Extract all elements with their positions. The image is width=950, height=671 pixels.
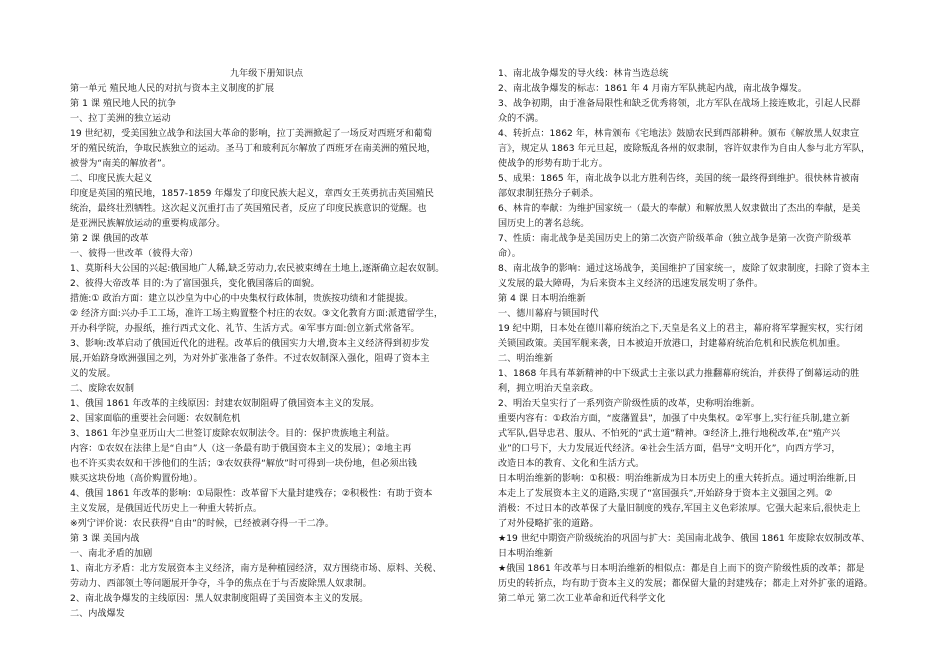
text-line: 日本明治维新	[498, 549, 553, 559]
text-line: 部奴隶制狂热分子刺杀。	[498, 189, 599, 199]
text-line: 消极：不过日本的改革保了大量旧制度的残存,军国主义色彩浓厚。它强大起来后,很快走上	[498, 504, 861, 514]
text-line: 2、南北战争爆发的主线原因：黑人奴隶制度阻碍了美国资本主义的发展。	[70, 594, 369, 604]
text-line: 使战争的形势有助于北方。	[498, 159, 608, 169]
text-line: 第 3 课 美国内战	[70, 534, 140, 544]
text-line: 赎买这块份地（高价购置份地）。	[70, 474, 203, 484]
text-line: 二、明治维新	[498, 354, 553, 364]
text-line: 印度是英国的殖民地，1857-1859 年爆发了印度民族大起义，章西女王英勇抗击英国殖民	[70, 189, 434, 199]
text-line: 一、拉丁美洲的独立运动	[70, 114, 171, 124]
page-title: 九年级下册知识点	[230, 69, 304, 79]
text-line: 1、1868 年具有革新精神的中下级武士主张以武力推翻幕府统治，并获得了倒幕运动的胜	[498, 369, 860, 379]
text-line: 改造日本的教育、文化和生活方式。	[498, 459, 645, 469]
text-line: 1、莫斯科大公国的兴起:俄国地广人稀,缺乏劳动力,农民被束缚在土地上,逐渐确立起农奴制。	[70, 264, 445, 274]
text-line: ★19 世纪中期资产阶级统治的巩固与扩大：美国南北战争、俄国 1861 年废除农奴制改革、	[498, 534, 871, 544]
text-line: 2、明治天皇实行了一系列资产阶级性质的改革，史称明治维新。	[498, 399, 760, 409]
text-line: 第一单元 殖民地人民的对抗与资本主义制度的扩展	[70, 84, 275, 94]
text-line: 第 2 课 俄国的改革	[70, 234, 149, 244]
text-line: 1、俄国 1861 年改革的主线原因：封建农奴制阻碍了俄国资本主义的发展。	[70, 399, 380, 409]
text-line: 2、彼得大帝改革 目的:为了富国强兵，变化俄国落后的面貌。	[70, 279, 320, 289]
text-line: 二、印度民族大起义	[70, 174, 153, 184]
text-line: 7、性质：南北战争是美国历史上的第二次资产阶级革命（独立战争是第一次资产阶级革	[498, 234, 852, 244]
text-line: 也不许买卖农奴和干涉他们的生活；③农奴获得“解放”时可得到一块份地，但必须出钱	[70, 459, 417, 469]
text-line: 被誉为“南美的解放者”。	[70, 159, 171, 169]
text-line: 2、南北战争爆发的标志：1861 年 4 月南方军队挑起内战，南北战争爆发。	[498, 84, 808, 94]
text-line: 1、南北方矛盾：北方发展资本主义经济，南方是种植园经济，双方围绕市场、原料、关税、	[70, 564, 442, 574]
text-line: 一、南北矛盾的加剧	[70, 549, 153, 559]
text-line: 是亚洲民族解放运动的重要构成部分。	[70, 219, 226, 229]
text-line: 6、林肯的奉献：为维护国家统一（最大的奉献）和解放黑人奴隶做出了杰出的奉献，是美	[498, 204, 861, 214]
text-line: ② 经济方面:兴办手工工场，准许工场主购置整个村庄的农奴。③文化教育方面:派遣留学生，	[70, 309, 444, 319]
text-line: 重要内容有：①政治方面，“废藩置县”，加强了中央集权。②军事上,实行征兵制,建立新	[498, 414, 850, 424]
text-line: 3、1861 年沙皇亚历山大二世签订废除农奴制法令。目的：保护贵族地主利益。	[70, 429, 395, 439]
text-line: 一、彼得一世改革（彼得大帝）	[70, 249, 199, 259]
text-line: 第二单元 第二次工业革命和近代科学文化	[498, 594, 666, 604]
text-line: 命）。	[498, 249, 521, 259]
text-line: 2、国家面临的重要社会问题：农奴制危机	[70, 414, 241, 424]
text-line: 了对外侵略扩张的道路。	[498, 519, 599, 529]
text-line: 式军队,倡导忠君、服从、不怕死的“武士道”精神。③经济上,推行地税改革,在“殖产兴	[498, 429, 841, 439]
text-line: 劳动力、西部领土等问题展开争夺，斗争的焦点在于与否废除黑人奴隶制。	[70, 579, 372, 589]
text-line: 二、内战爆发	[70, 609, 125, 619]
text-line: 二、废除农奴制	[70, 384, 135, 394]
text-line: 国历史上的著名总统。	[498, 219, 590, 229]
text-line: 本走上了发展资本主义的道路,实现了“富国强兵”,开始跻身于资本主义强国之列。②	[498, 489, 833, 499]
text-line: 第 4 课 日本明治维新	[498, 294, 586, 304]
text-line: 展,开始跻身欧洲强国之列，为对外扩张准备了条件。不过农奴制深入强化，阻碍了资本主	[70, 354, 430, 364]
text-line: 关锁国政策。美国军舰来袭，日本被迫开放港口，封建幕府统治危机和民族危机加重。	[498, 339, 846, 349]
text-line: 19 世纪初，受美国独立战争和法国大革命的影响，拉丁美洲掀起了一场反对西班牙和葡萄	[70, 129, 433, 139]
text-line: 3、战争初期，由于准备局限性和缺乏优秀将领，北方军队在战场上接连败北，引起人民群	[498, 99, 861, 109]
text-line: 19 纪中期，日本处在德川幕府统治之下,天皇是名义上的君主，幕府将军掌握实权，实行闭	[498, 324, 864, 334]
text-line: 历史的转折点，均有助于资本主义的发展；都保留大量的封建残存；都走上对外扩张的道路。	[498, 579, 873, 589]
text-line: 业”的口号下，大力发展近代经济。④社会生活方面，倡导“文明开化”，向西方学习，	[498, 444, 841, 454]
text-line: 内容：①农奴在法律上是“自由”人（这一条最有助于俄国资本主义的发展）；②地主再	[70, 444, 412, 454]
text-line: 义发展的最大障碍，为后来资本主义经济的迅速发展发明了条件。	[498, 279, 764, 289]
text-line: 第 1 课 殖民地人民的抗争	[70, 99, 177, 109]
text-line: ★俄国 1861 年改革与日本明治维新的相似点：都是自上而下的资产阶级性质的改革；都是	[498, 564, 865, 574]
text-line: 3、影响:改革启动了俄国近代化的进程。改革后的俄国实力大增,资本主义经济得到初步发	[70, 339, 430, 349]
text-line: 主义发展，是俄国近代历史上一种重大转折点。	[70, 504, 263, 514]
text-line: 开办科学院，办报纸，推行西式文化、礼节、生活方式。④军事方面:创立新式常备军。	[70, 324, 420, 334]
text-line: 牙的殖民统治，争取民族独立的运动。圣马丁和玻利瓦尔解放了西班牙在南美洲的殖民地，	[70, 144, 436, 154]
text-line: 利，拥立明治天皇亲政。	[498, 384, 599, 394]
text-line: 措施:① 政治方面：建立以沙皇为中心的中央集权行政体制，贵族按功绩和才能提拔。	[70, 294, 414, 304]
text-line: 8、南北战争的影响：通过这场战争，美国维护了国家统一，废除了奴隶制度，扫除了资本主	[498, 264, 870, 274]
text-line: 日本明治维新的影响：①积极：明治维新成为日本历史上的重大转折点。通过明治维新,日	[498, 474, 857, 484]
text-line: 4、转折点：1862 年，林肯颁布《宅地法》鼓励农民到西部耕种。颁布《解放黑人奴隶宣	[498, 129, 860, 139]
text-line: 4、俄国 1861 年改革的影响：①局限性：改革留下大量封建残存；②积极性：有助于资本	[70, 489, 433, 499]
text-line: 统治，最终壮烈牺牲。这次起义沉重打击了英国殖民者，反应了印度民族意识的觉醒。也	[70, 204, 427, 214]
text-line: 5、成果：1865 年，南北战争以北方胜利告终，美国的统一最终得到维护。很快林肯被南	[498, 174, 860, 184]
text-line: 1、南北战争爆发的导火线：林肯当选总统	[498, 69, 669, 79]
text-line: 众的不满。	[498, 114, 544, 124]
text-line: ※列宁评价说：农民获得“自由”的时候，已经被剥夺得一干二净。	[70, 519, 335, 529]
text-line: 言》，规定从 1863 年元旦起，废除叛乱各州的奴隶制，容许奴隶作为自由人参与北方军队，	[498, 144, 871, 154]
text-line: 义的发展。	[70, 369, 116, 379]
text-line: 一、德川幕府与锁国时代	[498, 309, 599, 319]
